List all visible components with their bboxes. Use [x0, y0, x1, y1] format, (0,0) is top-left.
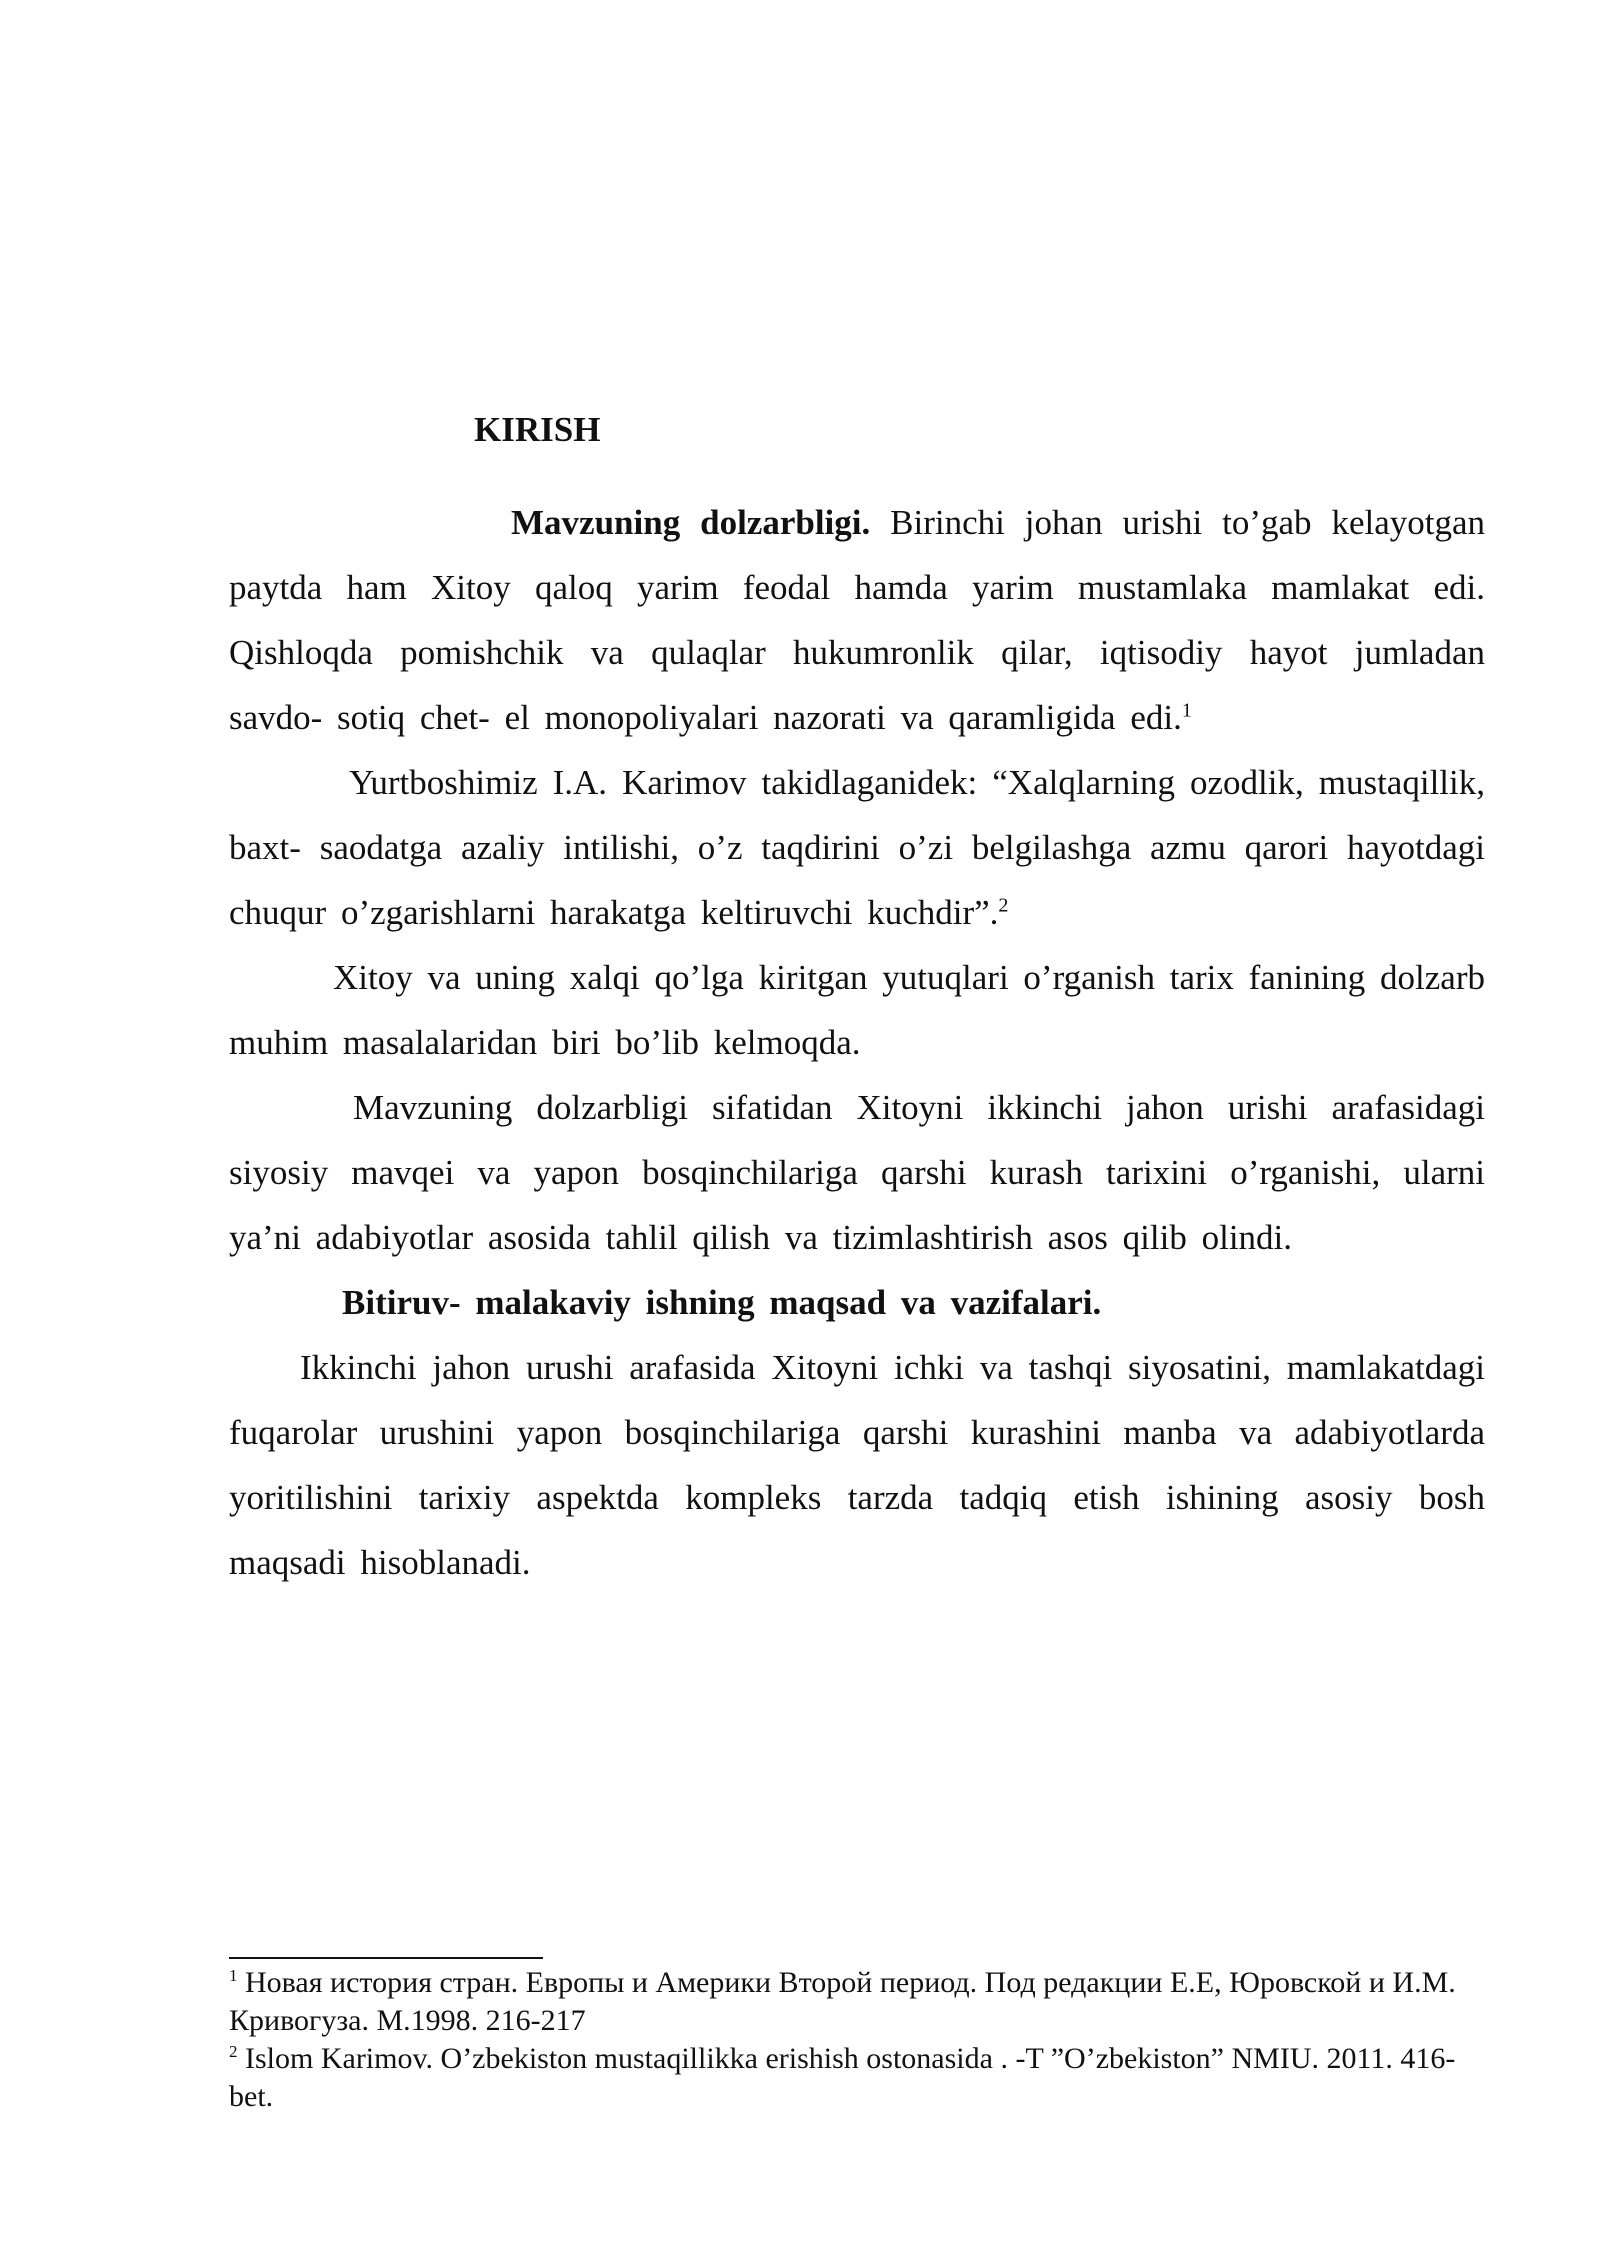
paragraph-goals: Ikkinchi jahon urushi arafasida Xitoyni ichki va tashqi siyosatini, mamlakatdagi fuqarolar urushini yapon bosqinchilariga qarshi kurashini manba va adabiyotlarda yoritilishini tarixiy aspektda kompleks tarzda tadqiq etish ishining asosiy bosh maqsadi hisoblanadi.	[229, 1348, 1485, 1582]
footnote-item	[229, 2040, 1485, 2116]
paragraph-text: Yurtboshimiz I.A. Karimov takidlaganidek: “Xalqlarning ozodlik, mustaqillik, baxt- saodatga azaliy intilishi, o’z taqdirini o’zi belgilashga azmu qarori hayotdagi chuqur o’zgarishlarni harakatga keltiruvchi kuchdir”.	[229, 763, 1485, 932]
subheading-goals: Bitiruv- malakaviy ishning maqsad va vazifalari.	[342, 1283, 1102, 1322]
footnotes	[229, 1964, 1485, 2116]
footnote-separator	[229, 1957, 543, 1959]
paragraph-topic-relevance: Mavzuning dolzarbligi sifatidan Xitoyni ikkinchi jahon urishi arafasidagi siyosiy mavqei va yapon bosqinchilariga qarshi kurash tarixini o’rganishi, ularni ya’ni adabiyotlar asosida tahlil qilish va tizimlashtirish asos qilib olindi.	[229, 1088, 1485, 1257]
footnote-reference[interactable]: 1	[1181, 699, 1192, 722]
footnote-text: Islom Karimov. O’zbekiston mustaqillikka erishish ostonasida . -T ”O’zbekiston” NMIU. 2011. 416- bet.	[229, 2042, 1456, 2113]
footnote-item	[229, 1964, 1485, 2040]
footnote-number: 1	[229, 1966, 238, 1985]
paragraph-lead-bold: Mavzuning dolzarbligi.	[511, 503, 871, 542]
footnote-text: Новая история стран. Европы и Америки Второй период. Под редакции Е.Е, Юровской и И.М. Кривогуза. М.1998. 216-217	[229, 1966, 1456, 2037]
paragraph-quote	[229, 750, 1485, 945]
footnote-reference[interactable]: 2	[998, 894, 1009, 917]
footnote-number: 2	[229, 2042, 238, 2061]
paragraph-relevance	[229, 490, 1485, 750]
section-heading: KIRISH	[474, 410, 601, 449]
paragraph-china: Xitoy va uning xalqi qo’lga kiritgan yutuqlari o’rganish tarix fanining dolzarb muhim masalalaridan biri bo’lib kelmoqda.	[229, 958, 1485, 1062]
body-text	[229, 490, 1485, 1595]
paragraph-text: Birinchi johan urishi to’gab kelayotgan paytda ham Xitoy qaloq yarim feodal hamda yarim mustamlaka mamlakat edi. Qishloqda pomishchik va qulaqlar hukumronlik qilar, iqtisodiy hayot jumladan savdo- sotiq chet- el monopoliyalari nazorati va qaramligida edi.	[229, 503, 1486, 737]
